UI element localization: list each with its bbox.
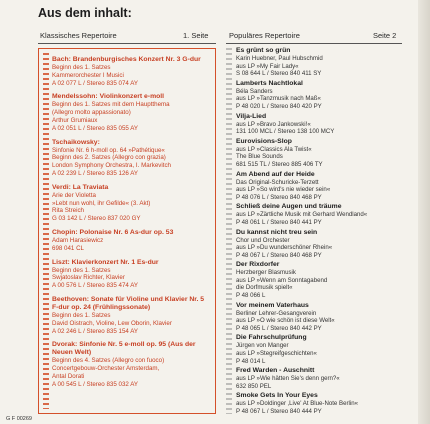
- track-entry: [52, 296, 211, 335]
- track-entry: [52, 184, 211, 223]
- track-detail: London Symphony Orchestra, I. Markevitch: [52, 162, 171, 170]
- track-title: Es grünt so grün: [236, 47, 291, 54]
- track-detail: Beginn des 4. Satzes (Allegro con fuoco): [52, 357, 165, 365]
- track-entry: [52, 139, 211, 178]
- track-detail: S 08 644 L / Stereo 840 411 SY: [236, 70, 322, 78]
- track-detail: A 02 246 L / Stereo 835 154 AY: [52, 327, 139, 335]
- right-column-header: Populäres Repertoire: [229, 31, 300, 40]
- track-detail: (Allegro molto appassionato): [52, 109, 131, 117]
- track-detail: Beginn des 1. Satzes: [52, 311, 111, 319]
- track-entry: [236, 171, 402, 202]
- track-title: Am Abend auf der Heide: [236, 170, 315, 178]
- track-detail: aus LP »Wenn am Sonntagabend: [236, 276, 328, 284]
- track-title: Verdi: La Traviata: [52, 183, 109, 191]
- left-side-label: 1. Seite: [183, 31, 209, 40]
- track-title: Du kannst nicht treu sein: [236, 228, 318, 236]
- track-detail: Kammerorchester I Musici: [52, 71, 124, 79]
- track-detail: Beginn des 1. Satzes: [52, 266, 111, 274]
- track-entry: [236, 113, 402, 136]
- track-title: Lamberts Nachtlokal: [236, 79, 303, 87]
- track-detail: aus LP »Classics Ala Twist«: [236, 145, 312, 153]
- track-detail: Adam Harasiewicz: [52, 236, 104, 244]
- track-detail: A 02 077 L / Stereo 835 074 AY: [52, 79, 139, 87]
- track-detail: P 48 065 L / Stereo 840 442 PY: [236, 324, 322, 332]
- track-entry: [52, 259, 211, 290]
- track-entry: [236, 80, 402, 111]
- track-title: Smoke Gets In Your Eyes: [236, 392, 318, 400]
- greek-key-border: [43, 53, 49, 409]
- track-entry: [236, 138, 402, 169]
- greek-key-border: [226, 48, 232, 414]
- track-detail: P 48 067 L / Stereo 840 444 PY: [236, 408, 322, 415]
- track-detail: aus LP »Zärtliche Musik mit Gerhard Wendland«: [236, 211, 368, 219]
- track-detail: »Lebt nun wohl, ihr Gefilde« (3. Akt): [52, 199, 151, 207]
- track-detail: Chor und Orchester: [236, 236, 290, 244]
- track-title: Dvorak: Sinfonie Nr. 5 e-moll op. 95 (Aus der Neuen Welt): [52, 341, 196, 357]
- track-detail: P 48 067 L / Stereo 840 468 PY: [236, 251, 322, 259]
- track-detail: David Oistrach, Violine, Lew Oborin, Klavier: [52, 319, 172, 327]
- track-detail: P 48 014 L: [236, 357, 266, 365]
- track-detail: aus LP »So wird's nie wieder sein«: [236, 186, 331, 194]
- track-detail: P 48 061 L / Stereo 840 441 PY: [236, 218, 322, 226]
- track-detail: aus LP »Tanzmusik nach Maß«: [236, 95, 321, 103]
- track-detail: Beginn des 1. Satzes mit dem Hauptthema: [52, 101, 170, 109]
- track-entry: [236, 367, 402, 390]
- track-detail: Beginn des 1. Satzes: [52, 64, 111, 71]
- track-detail: The Blue Sounds: [236, 153, 283, 161]
- track-detail: Beginn des 2. Satzes (Allegro con grazia): [52, 154, 166, 162]
- track-entry: [236, 392, 402, 415]
- right-entries: [236, 47, 402, 418]
- right-header-rule: [226, 43, 402, 44]
- page-title: Aus dem inhalt:: [38, 6, 132, 20]
- track-detail: Herzberger Blasmusik: [236, 269, 296, 277]
- track-detail: Das Original-Schuricke-Terzett: [236, 178, 319, 186]
- track-detail: Béla Sanders: [236, 87, 273, 95]
- classical-repertoire-list: [38, 48, 216, 414]
- left-column-header: Klassisches Repertoire: [40, 31, 117, 40]
- track-detail: aus LP »O wie schön ist diese Welt«: [236, 317, 335, 325]
- track-title: Vilja-Lied: [236, 112, 267, 120]
- track-title: Vor meinem Vaterhaus: [236, 301, 309, 309]
- record-sleeve-edge: [418, 0, 430, 424]
- track-title: Schließ deine Augen und träume: [236, 203, 342, 211]
- track-entry: [236, 261, 402, 299]
- track-entry: [52, 341, 211, 388]
- right-side-label: Seite 2: [373, 31, 397, 40]
- track-detail: Berliner Lehrer-Gesangverein: [236, 309, 317, 317]
- track-detail: Swjatoslav Richter, Klavier: [52, 274, 125, 282]
- track-title: Chopin: Polonaise Nr. 6 As-dur op. 53: [52, 228, 174, 236]
- track-detail: Arie der Violetta: [52, 191, 96, 199]
- track-detail: P 48 076 L / Stereo 840 468 PY: [236, 193, 322, 201]
- track-detail: Karin Huebner, Paul Hubschmid: [236, 55, 323, 62]
- track-detail: Concertgebouw-Orchester Amsterdam,: [52, 365, 160, 373]
- track-title: Mendelssohn: Violinkonzert e-moll: [52, 93, 165, 101]
- track-detail: Arthur Grumiaux: [52, 116, 98, 124]
- track-detail: aus LP »Du wunderschöner Rhein«: [236, 244, 333, 252]
- track-detail: 681 515 TL / Stereo 885 406 TY: [236, 160, 323, 168]
- track-title: Die Fahrschulprüfung: [236, 334, 307, 342]
- track-detail: G 03 142 L / Stereo 837 020 GY: [52, 215, 141, 223]
- track-detail: A 00 576 L / Stereo 835 474 AY: [52, 282, 139, 290]
- track-entry: [236, 203, 402, 226]
- track-entry: [236, 229, 402, 260]
- left-entries: [52, 56, 211, 395]
- track-detail: Jürgen von Manger: [236, 342, 289, 350]
- track-detail: P 48 020 L / Stereo 840 420 PY: [236, 102, 322, 110]
- track-entry: [52, 229, 211, 253]
- track-detail: aus LP »Stegreifgeschichten«: [236, 350, 317, 358]
- track-detail: 131 100 MCL / Stereo 138 100 MCY: [236, 128, 335, 136]
- track-entry: [236, 47, 402, 78]
- left-header-rule: [38, 43, 216, 44]
- track-entry: [236, 302, 402, 333]
- track-detail: A 02 239 L / Stereo 835 126 AY: [52, 169, 139, 177]
- track-detail: die Dorfmusik spielt«: [236, 284, 293, 292]
- track-detail: Sinfonie Nr. 6 h-moll op. 64 »Pathétique«: [52, 146, 165, 154]
- track-title: Fred Warden - Auschnitt: [236, 367, 315, 375]
- track-detail: aus LP »Wie hätten Sie's denn gern?«: [236, 375, 340, 383]
- track-title: Bach: Brandenburgisches Konzert Nr. 3 G-dur: [52, 56, 201, 63]
- track-detail: aus LP »My Fair Lady«: [236, 62, 299, 70]
- track-title: Beethoven: Sonate für Violine und Klavier Nr. 5 F-dur op. 24 (Frühlingssonate): [52, 295, 205, 311]
- track-detail: A 02 051 L / Stereo 835 055 AY: [52, 124, 139, 132]
- track-entry: [236, 334, 402, 365]
- track-title: Tschaikowsky:: [52, 138, 100, 146]
- track-entry: [52, 56, 211, 87]
- track-entry: [52, 93, 211, 132]
- track-detail: 698 041 CL: [52, 244, 84, 252]
- track-detail: P 48 066 L: [236, 292, 266, 300]
- track-detail: Antal Dorati: [52, 372, 85, 380]
- track-title: Liszt: Klavierkonzert Nr. 1 Es-dur: [52, 258, 159, 266]
- track-title: Der Rixdorfer: [236, 261, 280, 269]
- track-detail: aus LP »Doldinger ‚Live' At Blue-Note Berlin«: [236, 400, 358, 408]
- track-title: Eurovisions-Slop: [236, 137, 292, 145]
- track-detail: A 00 545 L / Stereo 835 032 AY: [52, 380, 139, 388]
- track-detail: aus LP »Bravo Jankowski!«: [236, 120, 311, 128]
- popular-repertoire-list: [226, 48, 402, 414]
- track-detail: 632 850 PEL: [236, 382, 272, 390]
- catalog-number: G F 00269: [6, 416, 32, 422]
- track-detail: Rita Streich: [52, 207, 84, 215]
